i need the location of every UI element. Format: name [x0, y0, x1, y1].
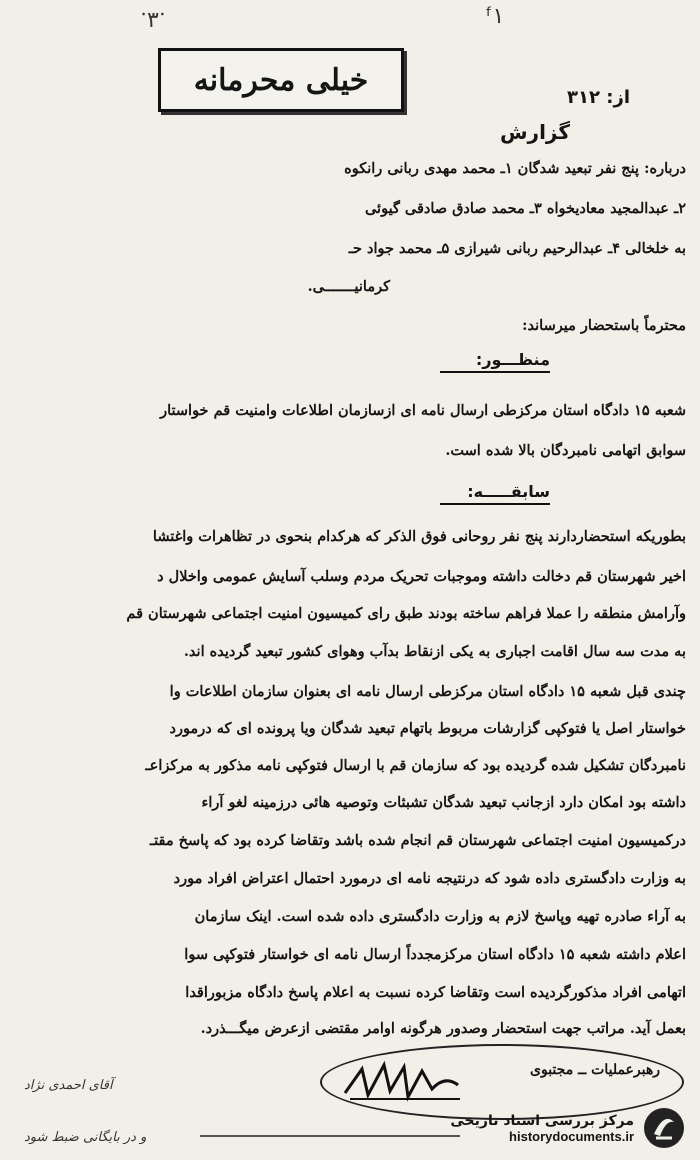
subject-line: به خلخالی ۴ـ عبدالرحیم ربانی شیرازی ۵ـ محمد جواد حـ — [348, 240, 686, 257]
subject-line: کرمانیـــــــی. — [307, 278, 390, 295]
corner-scribble-mark: ॱ۳ॱ — [140, 8, 166, 33]
body-line: به آراء صادره تهیه وپاسخ لازم به وزارت دادگستری داده شده است. اینک سازمان — [194, 908, 686, 925]
section-heading-purpose: منظـــور: — [440, 350, 550, 373]
signature-scribble — [340, 1055, 470, 1105]
body-line: اعلام داشته شعبه ۱۵ دادگاه استان مرکزمجدداً ارسال نامه ای خواستار فتوکپی سوا — [184, 946, 686, 963]
body-line: چندی قبل شعبه ۱۵ دادگاه استان مرکزطی ارسال نامه ای بعنوان سازمان اطلاعات وا — [169, 683, 686, 700]
body-line: وآرامش منطقه را عملا فراهم ساخته بودند طبق رای کمیسیون امنیت اجتماعی شهرستان قم — [126, 605, 686, 622]
bottom-rule — [200, 1135, 460, 1137]
head-of-operations: رهبرعملیات ــ مجتبوی — [530, 1062, 660, 1078]
subject-line: ۲ـ عبدالمجید معادیخواه ۳ـ محمد صادق صادقی گیوئی — [364, 200, 686, 217]
watermark-name: مرکز بررسی اسناد تاریخی — [450, 1112, 634, 1129]
report-title: گزارش — [499, 120, 570, 144]
body-line: نامبردگان تشکیل شده گردیده بود که سازمان قم با ارسال فتوکپی نامه مذکور به مرکزاعـ — [145, 757, 686, 774]
handwritten-note: آقای احمدی نژاد — [24, 1078, 113, 1093]
body-line: اخیر شهرستان قم دخالت داشته وموجبات تحریک مردم وسلب آسایش عمومی واخلال د — [157, 568, 686, 585]
subject-line: درباره: پنج نفر تبعید شدگان ۱ـ محمد مهدی ربانی رانکوه — [344, 160, 686, 177]
handwritten-note: و در بایگانی ضبط شود — [24, 1130, 147, 1145]
body-line: شعبه ۱۵ دادگاه استان مرکزطی ارسال نامه ای ازسازمان اطلاعات وامنیت قم خواستار — [160, 402, 686, 419]
body-line: بطوریکه استحضاردارند پنج نفر روحانی فوق الذکر که هرکدام بنحوی در تظاهرات واغتشا — [152, 528, 686, 545]
reference-number: از: ۳۱۲ — [567, 87, 630, 108]
classification-stamp — [158, 48, 404, 112]
archive-watermark — [450, 1106, 686, 1150]
body-line: اتهامی افراد مذکورگردیده است وتقاضا کرده نسبت به اعلام پاسخ دادگاه مزبوراقدا — [185, 984, 686, 1001]
body-line: درکمیسیون امنیت اجتماعی شهرستان قم انجام شده باشد وتقاضا کرده بود که پاسخ مقتـ — [149, 832, 686, 849]
classification-text: خیلی محرمانه — [193, 62, 369, 98]
watermark-url: historydocuments.ir — [509, 1128, 634, 1144]
body-line: سوابق اتهامی نامبردگان بالا شده است. — [445, 442, 686, 459]
archive-logo-icon — [642, 1106, 686, 1150]
body-line: بعمل آید. مراتب جهت استحضار وصدور هرگونه اوامر مقتضی ازعرض میگـــذرد. — [200, 1020, 686, 1037]
body-line: به مدت سه سال اقامت اجباری به یکی ازنقاط بدآب وهوای کشور تبعید گردیده اند. — [183, 643, 686, 660]
section-heading-background: سابقـــــه: — [440, 482, 550, 505]
salutation: محترماً باستحضار میرساند: — [522, 317, 686, 334]
body-line: داشته بود امکان دارد ازجانب تبعید شدگان تشبثات وتوصیه هائی درزمینه لغو آراء — [201, 794, 686, 811]
corner-scribble-mark: ᶠ۱ — [486, 4, 505, 29]
body-line: به وزارت دادگستری داده شود که درنتیجه نامه ای درمورد احتمال اعتراض افراد مورد — [173, 870, 686, 887]
body-line: خواستار اصل یا فتوکپی گزارشات مربوط باتهام تبعید شدگان ویا پرونده ای که درمورد — [169, 720, 686, 737]
